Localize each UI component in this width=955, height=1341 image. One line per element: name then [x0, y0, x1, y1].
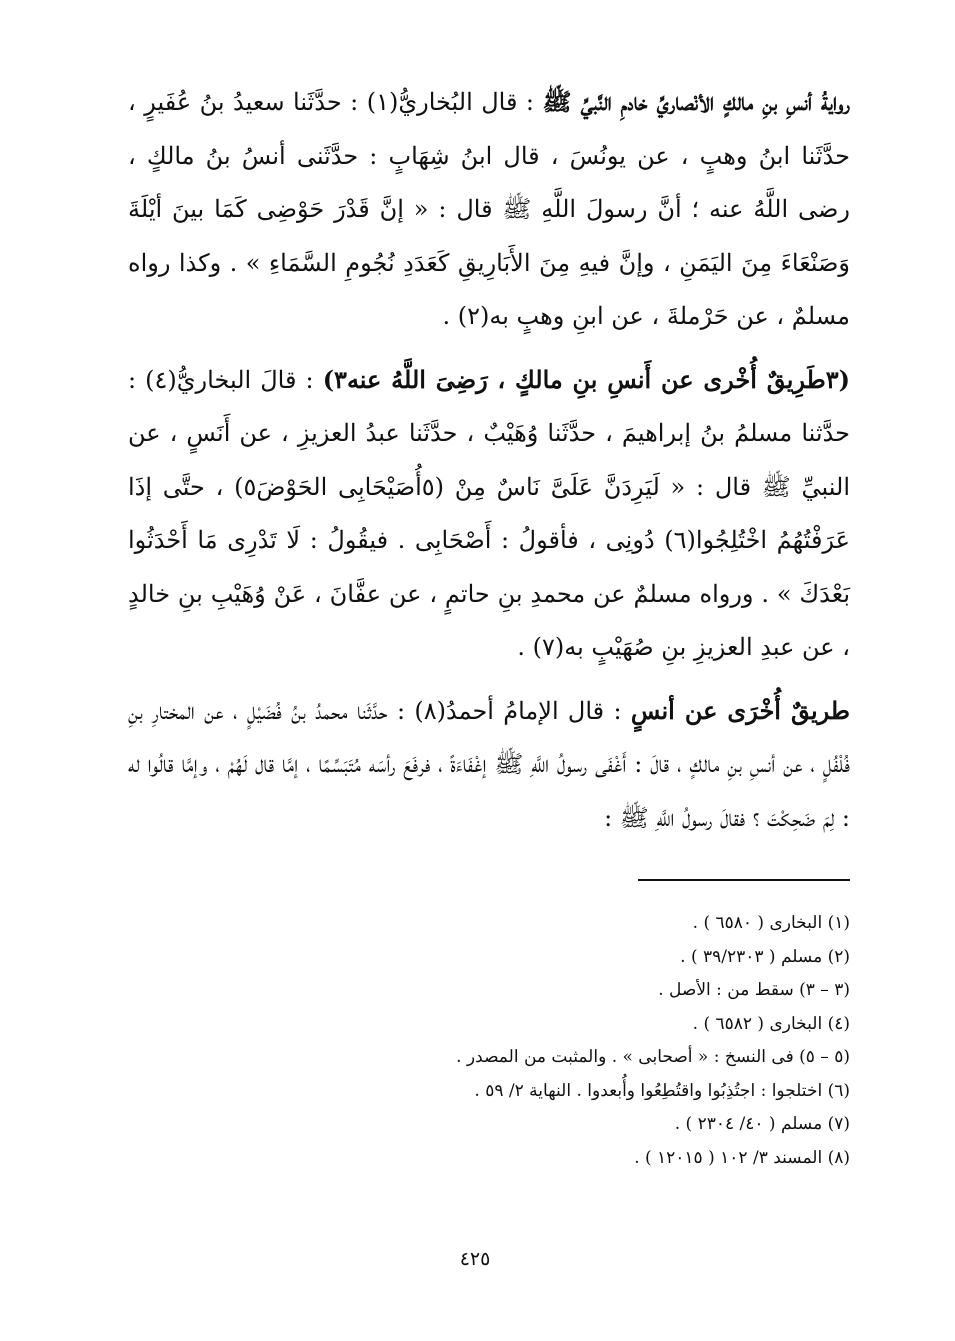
paragraph-another-route-2 [128, 684, 850, 846]
footnote: (١) البخارى ( ٦٥٨٠ ) . [692, 913, 850, 933]
paragraph-another-route-1 [128, 353, 850, 675]
paragraph-text: : قال الإمامُ أحمدُ(٨) : حدَّثَنا محمدُ بنُ فُضَيْلٍ ، عن المختارِ بنِ فُلْفُلٍ ، عن أنسِ بنِ مالكٍ ، قالَ : أَغْفَى رسولُ اللَّهِ ﷺ إغْفَاءَةً ، فرفَعَ رأسَه مُتَبَسِّمًا ، إمَّا قال لَهُمْ ، وإمَّا قالُوا له : لِمَ ضَحِكْتَ ؟ فقالَ رسولُ اللَّهِ ﷺ : [128, 696, 850, 832]
footnote: (٣ – ٣) سقط من : الأصل . [658, 980, 850, 1000]
footnotes [300, 907, 850, 1175]
footnote: (٨) المسند ٣/ ١٠٢ ( ١٢٠١٥ ) . [634, 1147, 850, 1168]
footnote-separator [638, 879, 850, 881]
paragraph-anas-narration [128, 75, 850, 344]
section-heading: روايةُ أنسِ بنِ مالكٍ الأنْصاريِّ خادمِ النَّبيِّ ﷺ [542, 87, 850, 116]
footnote: (٧) مسلم ( ٤٠/ ٢٣٠٤ ) . [674, 1114, 850, 1134]
main-text [128, 75, 850, 854]
footnote: (٤) البخارى ( ٦٥٨٢ ) . [692, 1013, 850, 1034]
footnote: (٢) مسلم ( ٣٩/٢٣٠٣ ) . [680, 946, 850, 967]
page-number: ٤٢٥ [459, 1248, 491, 1270]
section-heading: (٣طَرِيقٌ أُخْرى عن أَنسِ بنِ مالكٍ ، رَضِىَ اللَّهُ عنه٣) [322, 364, 851, 394]
footnote: (٦) اختلجوا : اجتُذِبُوا واقتُطِعُوا وأُبعدوا . النهاية ٢/ ٥٩ . [474, 1080, 850, 1101]
footnote: (٥ – ٥) فى النسخ : « أصحابى » . والمثبت من المصدر . [456, 1047, 850, 1067]
paragraph-text: : قالَ البخاريُّ(٤) : حدَّثنا مسلمُ بنُ إبراهيمَ ، حدَّثَنا وُهَيْبٌ ، حدَّثَنا عبدُ العزيزِ ، عن أَنَسٍ ، عن النبيِّ ﷺ قال : « لَيَرِدَنَّ عَلَىَّ نَاسٌ مِنْ (٥أُصَيْحَابِى الحَوْضَ٥) ، حتَّى إذَا عَرَفْتُهُمُ اخْتُلِجُوا(٦) دُونِى ، فأقولُ : أَصْحَابِى . فيقُولُ : لَا تَدْرِى مَا أَحْدَثُوا بَعْدَكَ » . ورواه مسلمٌ عن محمدِ بنِ حاتمٍ ، عن عفَّانَ ، عَنْ وُهَيْبِ بنِ خالدٍ ، عن عبدِ العزيزِ بنِ صُهَيْبٍ به(٧) . [128, 365, 851, 661]
section-heading: طريقٌ أُخْرَى عن أنسٍ [630, 695, 851, 725]
paragraph-text: : قال البُخاريُّ(١) : حدَّثَنا سعيدُ بنُ عُفَيرٍ ، حدَّثَنا ابنُ وهبٍ ، عن يونُسَ ، قال ابنُ شِهَابٍ : حدَّثَنى أنسُ بنُ مالكٍ ، رضى اللَّهُ عنه ؛ أنَّ رسولَ اللَّهِ ﷺ قال : « إنَّ قَدْرَ حَوْضِى كَمَا بينَ أيْلَةَ وَصَنْعَاءَ مِنَ اليَمَنِ ، وإنَّ فيهِ مِنَ الأَبَارِيقِ كَعَدَدِ نُجُومِ السَّمَاءِ » . وكذا رواه مسلمٌ ، عن حَرْملةَ ، عن ابنِ وهبٍ به(٢) . [128, 88, 851, 330]
